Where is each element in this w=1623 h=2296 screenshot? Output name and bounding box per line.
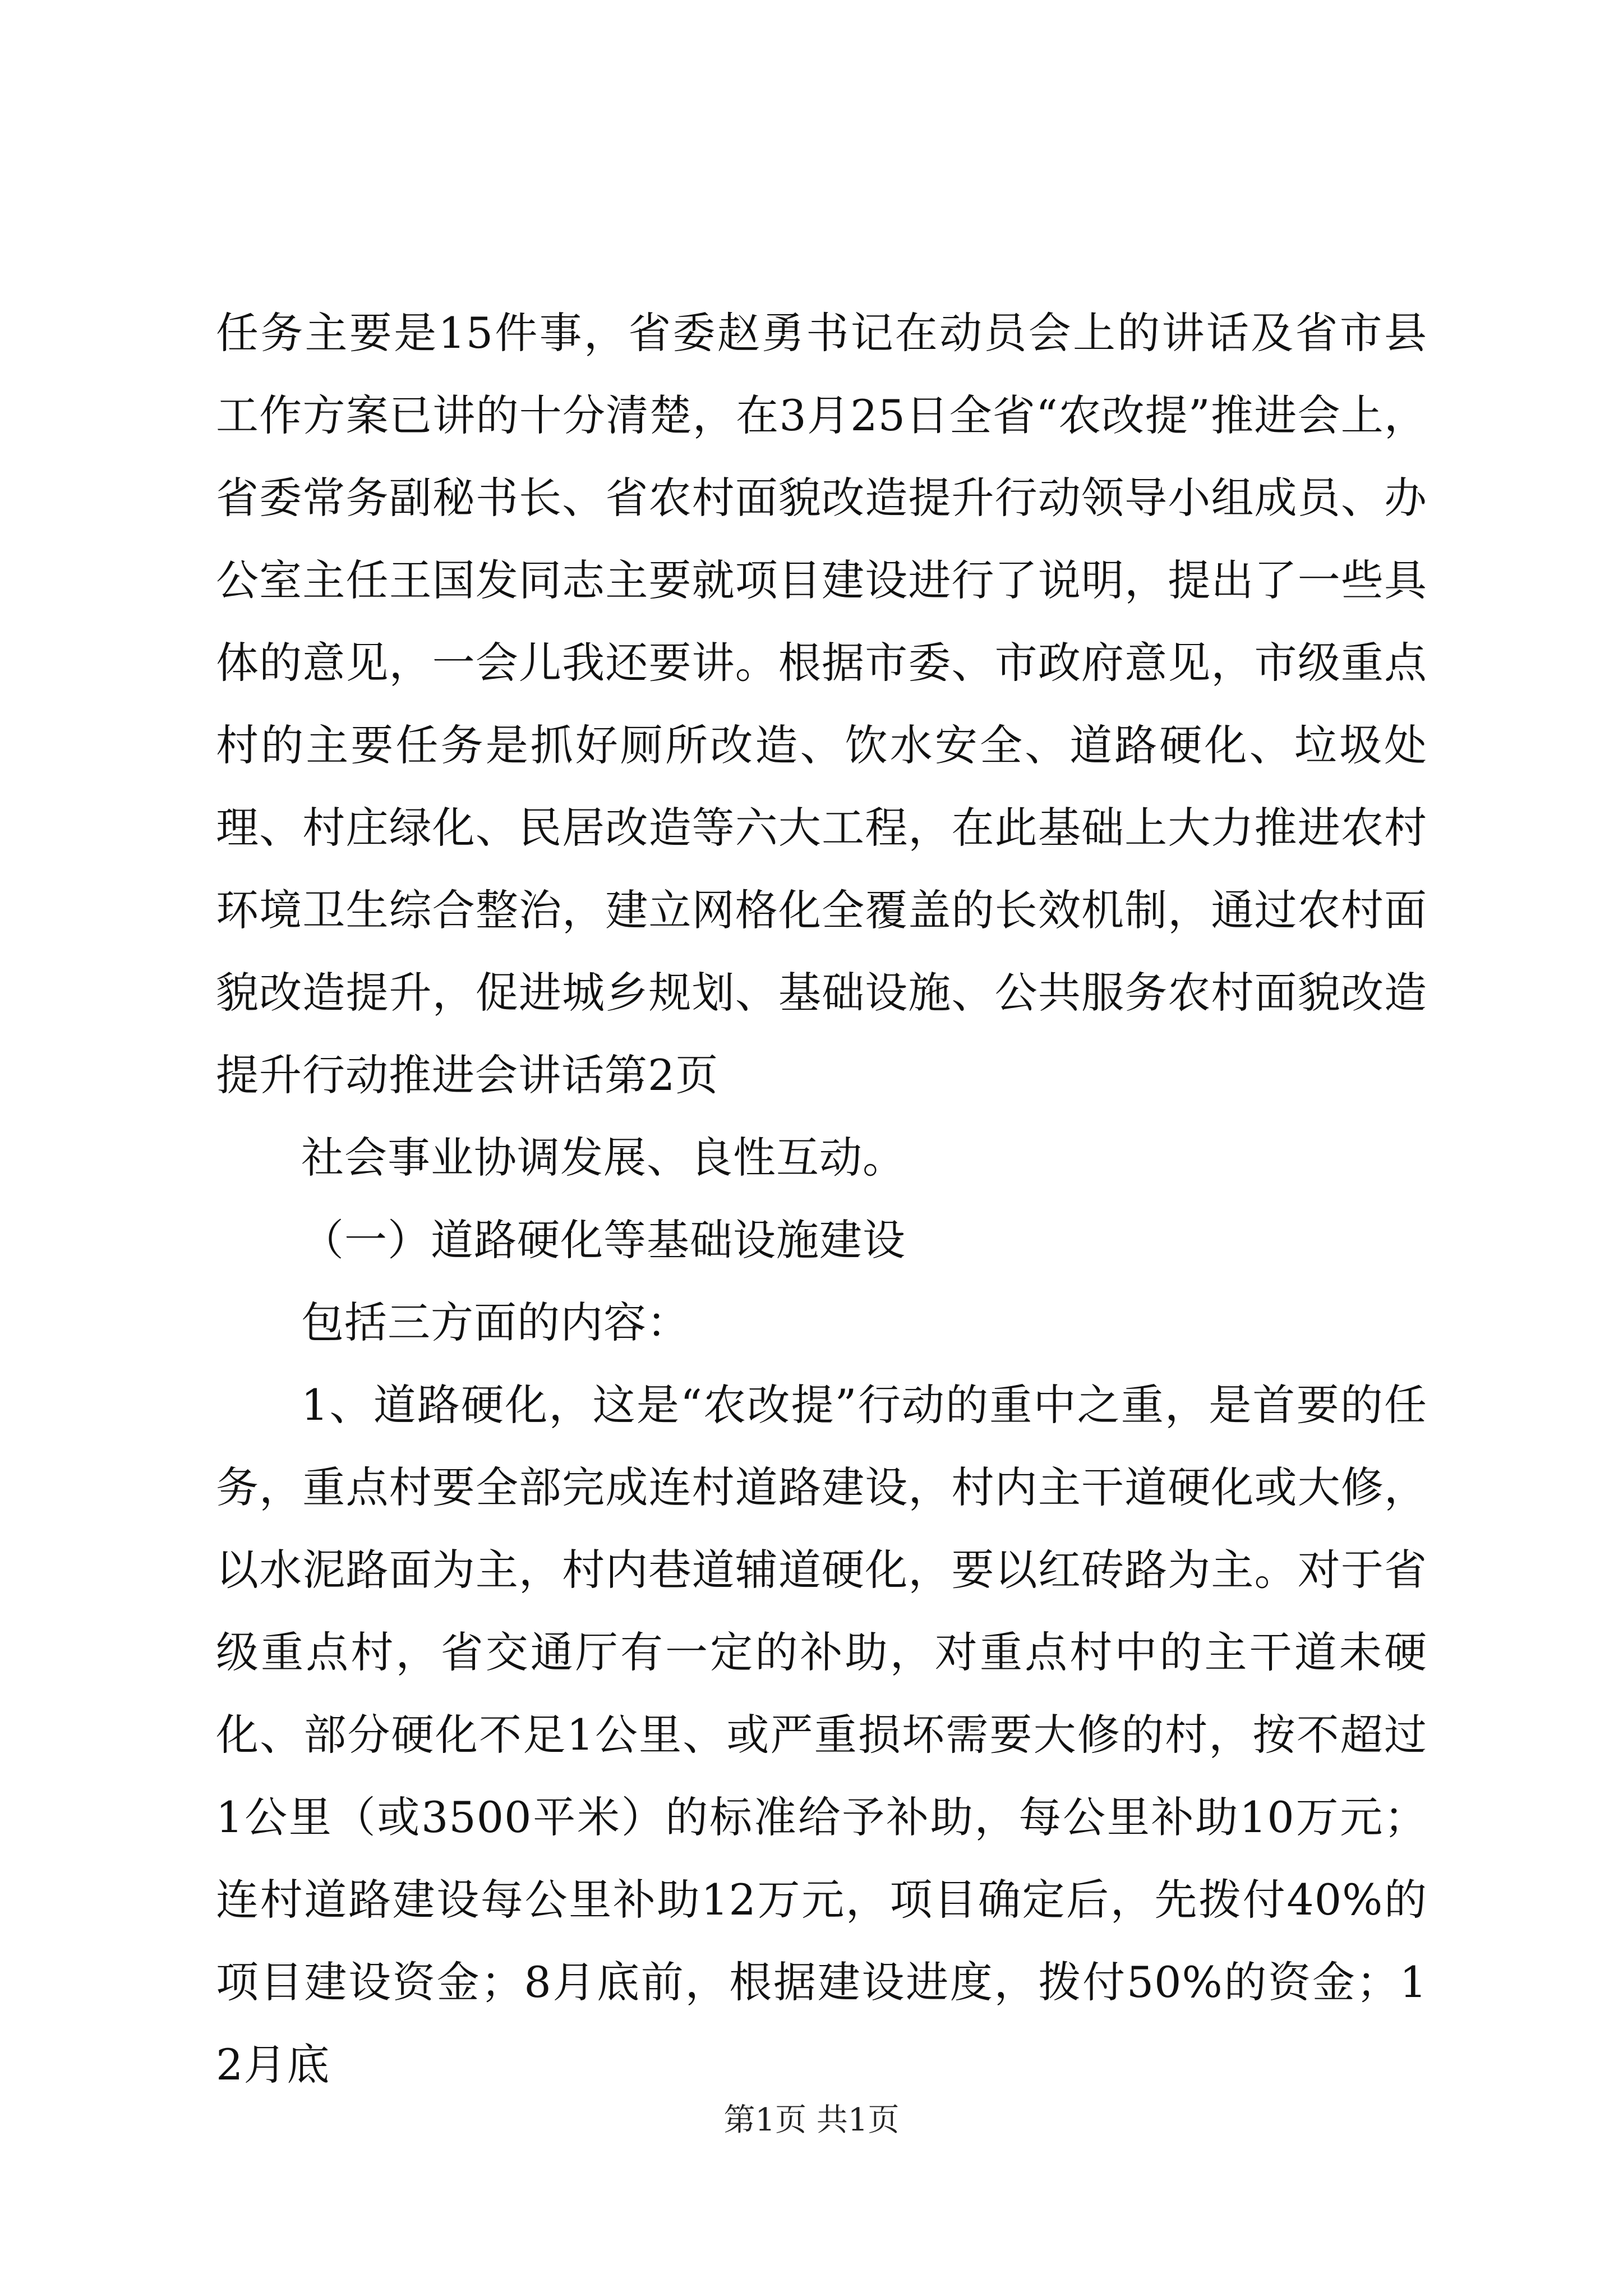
document-body <box>216 292 1427 2106</box>
section-heading-infrastructure: （一）道路硬化等基础设施建设 <box>301 1215 906 1265</box>
paragraph-road-hardening: 1、道路硬化，这是“农改提”行动的重中之重，是首要的任务，重点村要全部完成连村道路建设，村内主干道硬化或大修，以水泥路面为主，村内巷道辅道硬化，要以红砖路为主。对于省级重点村，省交通厅有一定的补助，对重点村中的主干道未硬化、部分硬化不足1公里、或严重损坏需要大修的村，按不超过1公里（或3500平米）的标准给予补助，每公里补助10万元；连村道路建设每公里补助12万元，项目确定后，先拨付40%的项目建设资金；8月底前，根据建设进度，拨付50%的资金；12月底 <box>216 1380 1427 2090</box>
page-footer: 第1页 共1页 <box>723 2102 900 2138</box>
paragraph-continuation: 任务主要是15件事，省委赵勇书记在动员会上的讲话及省市县工作方案已讲的十分清楚，在3月25日全省“农改提”推进会上，省委常务副秘书长、省农村面貌改造提升行动领导小组成员、办公室主任王国发同志主要就项目建设进行了说明，提出了一些具体的意见，一会儿我还要讲。根据市委、市政府意见，市级重点村的主要任务是抓好厕所改造、饮水安全、道路硬化、垃圾处理、村庄绿化、民居改造等六大工程，在此基础上大力推进农村环境卫生综合整治，建立网格化全覆盖的长效机制，通过农村面貌改造提升，促进城乡规划、基础设施、公共服务农村面貌改造提升行动推进会讲话第2页 <box>216 308 1427 1100</box>
paragraph-three-aspects: 包括三方面的内容： <box>301 1297 690 1347</box>
paragraph-social-undertakings: 社会事业协调发展、良性互动。 <box>301 1133 906 1182</box>
